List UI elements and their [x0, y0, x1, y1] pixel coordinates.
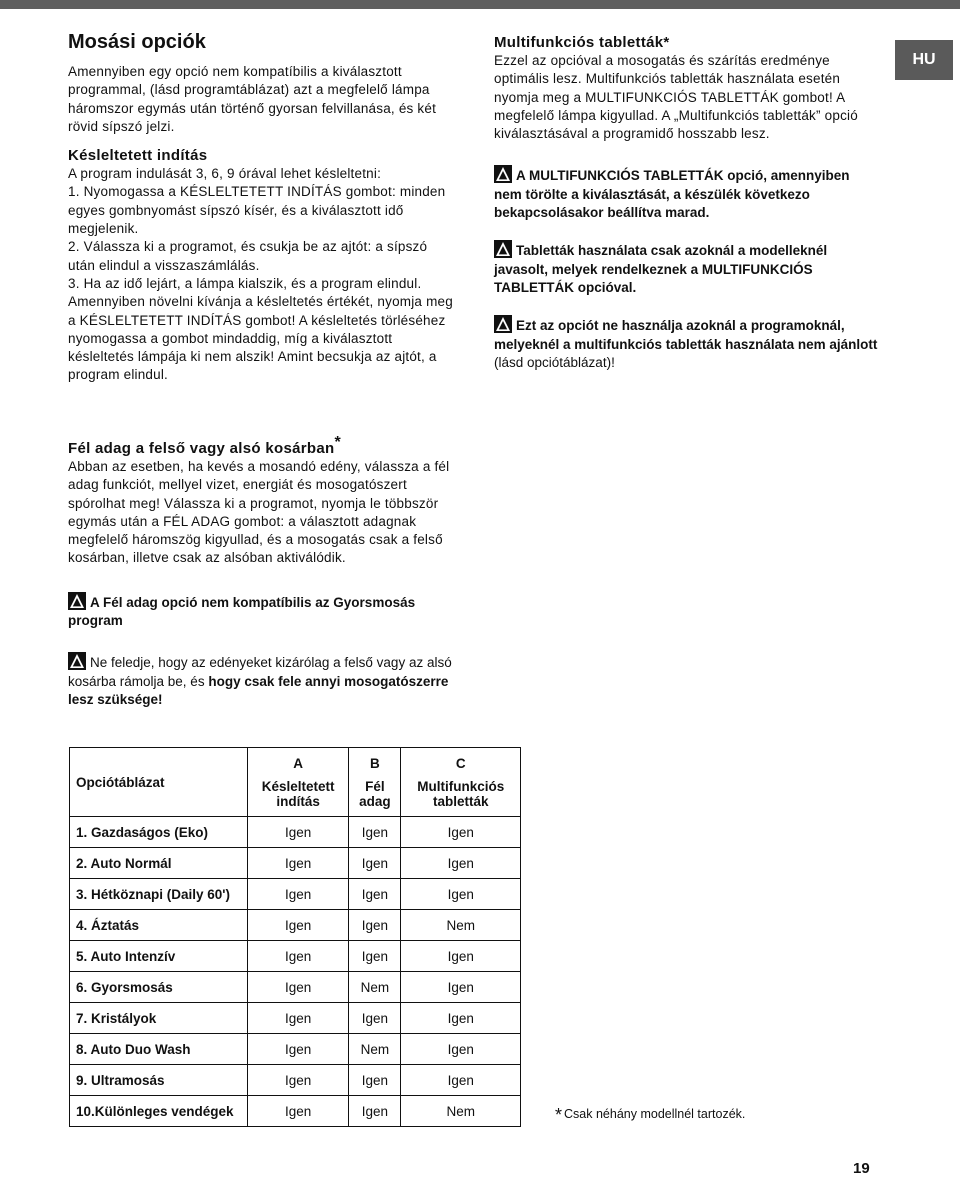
- option-value-cell: Igen: [248, 941, 349, 972]
- left-column: [68, 30, 453, 385]
- page-title: Mosási opciók: [68, 31, 206, 53]
- option-value-cell: Igen: [401, 817, 521, 848]
- warning-note: A Fél adag opció nem kompatíbilis az Gyorsmosás program: [68, 592, 453, 631]
- option-value-cell: Nem: [349, 1034, 401, 1065]
- table-row: [70, 1096, 521, 1127]
- table-row: [70, 817, 521, 848]
- option-value-cell: Nem: [349, 972, 401, 1003]
- warning-icon: [494, 315, 512, 333]
- option-value-cell: Igen: [349, 879, 401, 910]
- column-header: A Késleltetett indítás: [248, 748, 349, 817]
- option-value-cell: Igen: [349, 848, 401, 879]
- option-value-cell: Nem: [401, 910, 521, 941]
- table-header-row: [70, 748, 521, 817]
- program-name-cell: 1. Gazdaságos (Eko): [70, 817, 248, 848]
- option-value-cell: Igen: [349, 1003, 401, 1034]
- table-row: [70, 1034, 521, 1065]
- option-value-cell: Igen: [248, 1034, 349, 1065]
- warning-note: Ne feledje, hogy az edényeket kizárólag a felső vagy az alsó kosárba rámolja be, és hogy csak fele annyi mosogatószerre lesz szüksége!: [68, 652, 453, 709]
- delay-heading: Késleltetett indítás: [68, 147, 208, 165]
- option-value-cell: Igen: [248, 879, 349, 910]
- options-table: [69, 747, 521, 1127]
- tablets-heading: Multifunkciós tabletták*: [494, 34, 670, 51]
- delay-line: A program indulását 3, 6, 9 órával lehet késleltetni:: [68, 166, 382, 182]
- option-value-cell: Nem: [401, 1096, 521, 1127]
- option-value-cell: Igen: [248, 972, 349, 1003]
- option-value-cell: Igen: [349, 910, 401, 941]
- delay-step-1: 1. Nyomogassa a KÉSLELTETETT INDÍTÁS gombot: minden egyes gombnyomást sípszó kísér, és a kiválasztott idő megjelenik.: [68, 184, 446, 237]
- option-value-cell: Igen: [349, 1096, 401, 1127]
- option-value-cell: Igen: [401, 972, 521, 1003]
- half-load-body: Abban az esetben, ha kevés a mosandó edény, válassza a fél adag funkciót, mellyel vizet, energiát és mosogatószert spórolhat meg! Válassza ki a programot, nyomja le többször egymás után a FÉL ADAG gombot: a választott adagnak megfelelő háromszög kigyullad, és a mosogatás csak a felső kosárban, illetve csak az alsóban aktiválódik.: [68, 459, 450, 566]
- warning-icon: [494, 165, 512, 183]
- option-value-cell: Igen: [248, 910, 349, 941]
- option-value-cell: Igen: [248, 817, 349, 848]
- option-value-cell: Igen: [401, 848, 521, 879]
- option-value-cell: Igen: [401, 879, 521, 910]
- column-header: C Multifunkciós tabletták: [401, 748, 521, 817]
- warning-note: Tabletták használata csak azoknál a modelleknél javasolt, melyek rendelkeznek a MULTIFUNKCIÓS TABLETTÁK opcióval.: [494, 240, 879, 297]
- table-row: [70, 941, 521, 972]
- program-name-cell: 2. Auto Normál: [70, 848, 248, 879]
- warning-note: Ezt az opciót ne használja azoknál a programoknál, melyeknél a multifunkciós tabletták használata nem ajánlott (lásd opciótáblázat)!: [494, 315, 879, 372]
- option-value-cell: Igen: [401, 1003, 521, 1034]
- option-value-cell: Igen: [248, 1096, 349, 1127]
- half-load-section: [68, 433, 453, 709]
- option-value-cell: Igen: [349, 1065, 401, 1096]
- option-value-cell: Igen: [248, 848, 349, 879]
- language-badge: HU: [895, 40, 953, 80]
- table-row: [70, 879, 521, 910]
- table-row: [70, 848, 521, 879]
- program-name-cell: 5. Auto Intenzív: [70, 941, 248, 972]
- right-column: [494, 33, 879, 372]
- option-value-cell: Igen: [349, 817, 401, 848]
- warning-icon: [494, 240, 512, 258]
- footnote: * Csak néhány modellnél tartozék.: [555, 1105, 746, 1125]
- half-load-heading: Fél adag a felső vagy alsó kosárban*: [68, 434, 341, 457]
- intro-text: Amennyiben egy opció nem kompatíbilis a kiválasztott programmal, (lásd programtáblázat) azt a megfelelő lámpa háromszor egymás után történő gyorsan felvillanása, és két rövid sípszó jelzi.: [68, 64, 437, 134]
- top-bar: [0, 0, 960, 9]
- option-value-cell: Igen: [349, 941, 401, 972]
- program-name-cell: 7. Kristályok: [70, 1003, 248, 1034]
- delay-step-3: 3. Ha az idő lejárt, a lámpa kialszik, és a program elindul.: [68, 275, 422, 291]
- option-value-cell: Igen: [401, 1065, 521, 1096]
- option-value-cell: Igen: [248, 1065, 349, 1096]
- program-name-cell: 8. Auto Duo Wash: [70, 1034, 248, 1065]
- page-number: 19: [853, 1160, 870, 1177]
- warning-icon: [68, 652, 86, 670]
- option-value-cell: Igen: [401, 941, 521, 972]
- program-name-cell: 3. Hétköznapi (Daily 60'): [70, 879, 248, 910]
- program-name-cell: 6. Gyorsmosás: [70, 972, 248, 1003]
- program-name-cell: 10.Különleges vendégek: [70, 1096, 248, 1127]
- program-name-cell: 4. Áztatás: [70, 910, 248, 941]
- warning-note: A MULTIFUNKCIÓS TABLETTÁK opció, amennyiben nem törölte a kiválasztását, a készülék következo bekapcsolásakor beállítva marad.: [494, 165, 879, 222]
- option-value-cell: Igen: [401, 1034, 521, 1065]
- option-value-cell: Igen: [248, 1003, 349, 1034]
- table-row: [70, 972, 521, 1003]
- column-header: B Fél adag: [349, 748, 401, 817]
- program-name-cell: 9. Ultramosás: [70, 1065, 248, 1096]
- table-row: [70, 1003, 521, 1034]
- delay-step-2: 2. Válassza ki a programot, és csukja be az ajtót: a sípszó után elindul a visszaszámlálás.: [68, 239, 428, 273]
- table-row: [70, 910, 521, 941]
- warning-icon: [68, 592, 86, 610]
- table-corner-label: Opciótáblázat: [70, 748, 248, 817]
- table-row: [70, 1065, 521, 1096]
- delay-note: Amennyiben növelni kívánja a késleltetés értékét, nyomja meg a KÉSLELTETETT INDÍTÁS gombot! A késleltetés törléséhez nyomogassa a gombot mindaddig, míg a kiválasztott késleltetés lámpája ki nem alszik! Amint becsukja az ajtót, a program elindul.: [68, 294, 453, 383]
- tablets-body: Ezzel az opcióval a mosogatás és szárítás eredménye optimális lesz. Multifunkciós tabletták használata esetén nyomja meg a MULTIFUNKCIÓS TABLETTÁK gombot! A megfelelő lámpa kigyullad. A „Multifunkciós tabletták” opció kiválasztásával a programidő hosszabb lesz.: [494, 53, 858, 142]
